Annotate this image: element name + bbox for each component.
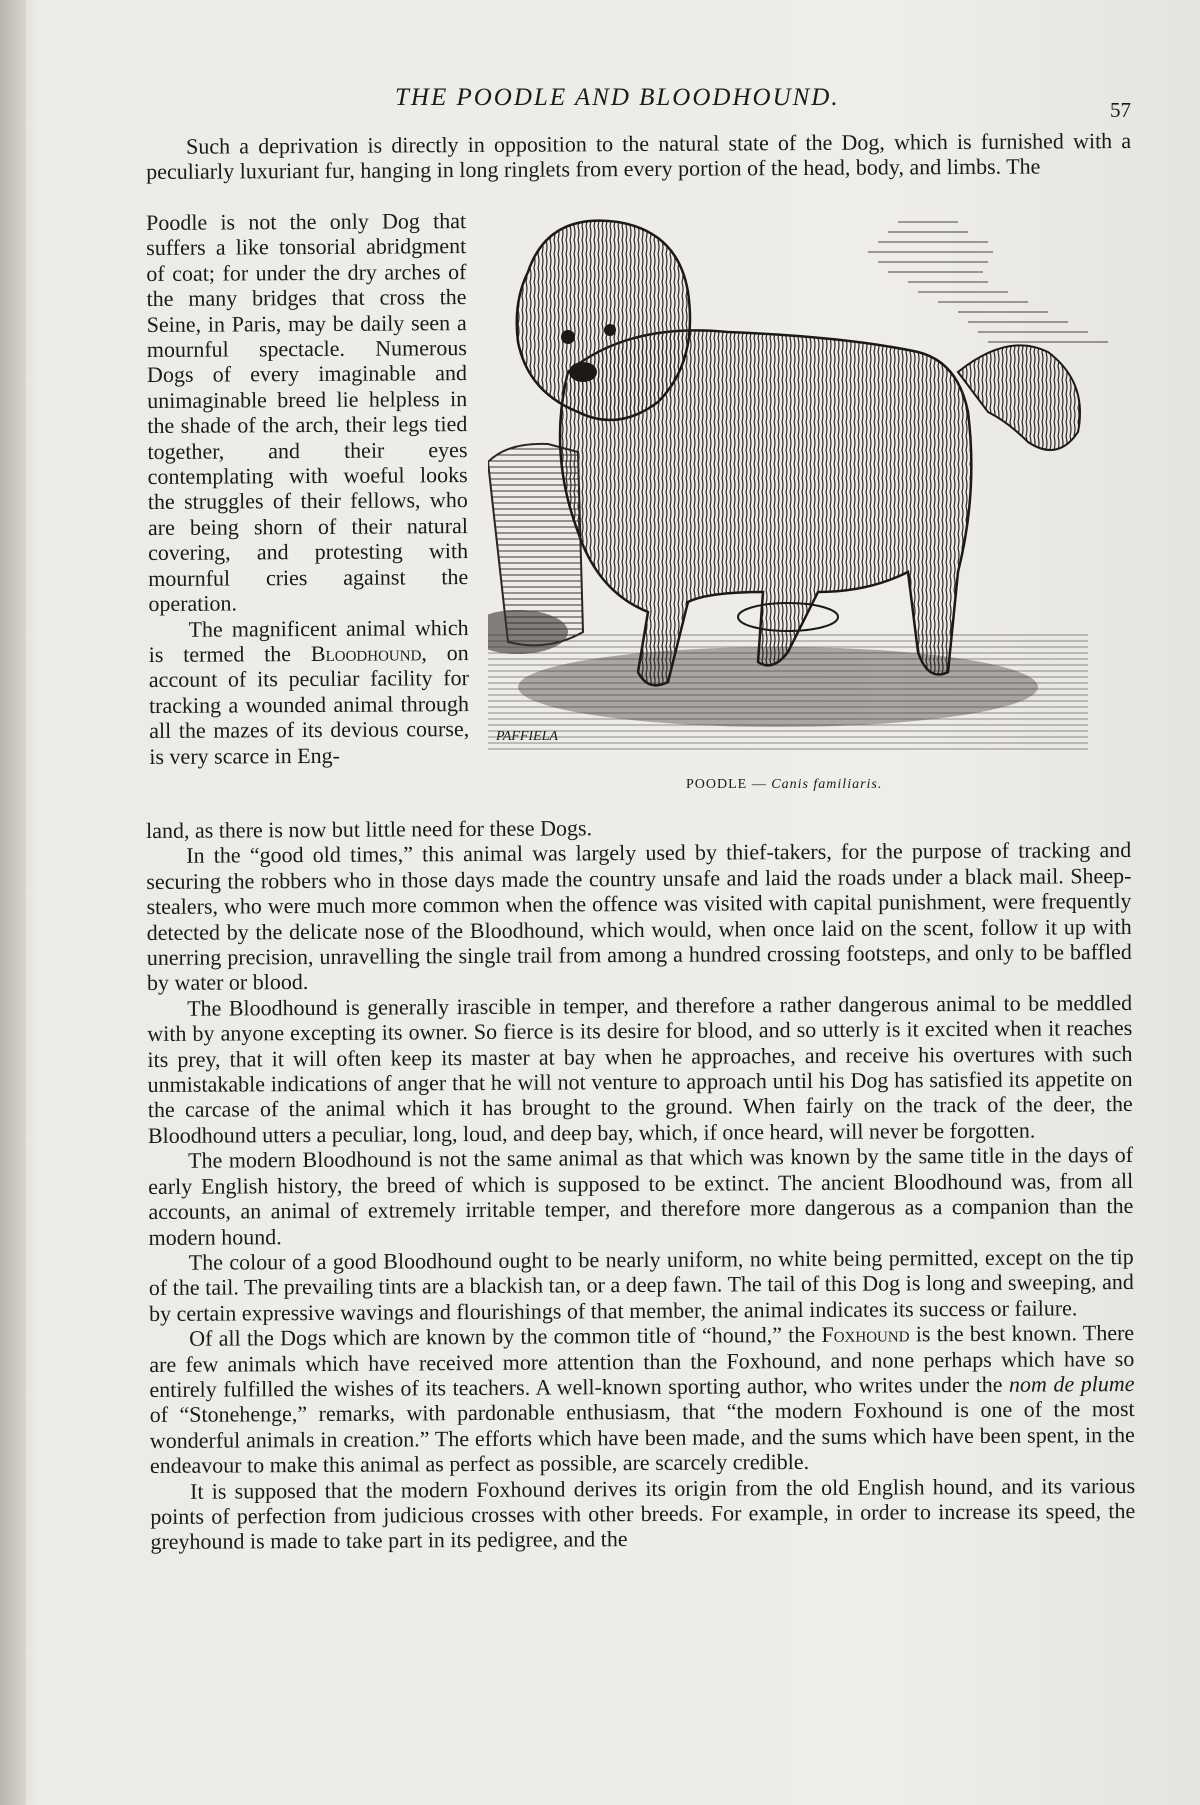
body-text-top <box>146 128 1131 185</box>
poodle-tail <box>958 345 1080 450</box>
bloodhound-term: Bloodhound <box>310 640 422 666</box>
page-number: 57 <box>1110 98 1131 122</box>
page-gutter <box>0 0 26 1805</box>
paragraph-5: The modern Bloodhound is not the same animal as that which was known by the same title in the days of early English history, the breed of which is supposed to be extinct. The ancient Bloodhound was, from all accounts, an animal of extremely irritable temper, and therefore more dangerous as a companion than the modern hound. <box>148 1142 1134 1250</box>
caption-separator: — <box>747 777 767 792</box>
caption-main: POODLE <box>686 777 748 792</box>
nom-de-plume: nom de plume <box>1008 1370 1135 1397</box>
paragraph-7-a: Of all the Dogs which are known by the common title of “hound,” the <box>189 1322 822 1351</box>
body-text-column <box>146 208 469 769</box>
paragraph-2-end: land, as there is now but little need for these Dogs. <box>146 815 593 843</box>
body-text-bottom <box>146 812 1135 1555</box>
paragraph-1-column: Poodle is not the only Dog that suffers a like tonsorial abridgment of coat; for under the dry arches of the many bridges that cross the Seine, in Paris, may be daily seen a mournful spectacle. Numerous Dogs of every imaginable and unimaginable breed lie helpless in the shade of the arch, their legs tied together, and their eyes contemplating with woeful looks the struggles of their fellows, who are being shorn of their natural covering, and protesting with mournful cries against the operation. <box>146 208 469 617</box>
poodle-illustration <box>488 212 1132 794</box>
figure-caption <box>686 777 882 793</box>
poodle-eye-right <box>604 324 616 336</box>
engraver-signature: PAFFIELA <box>496 729 558 744</box>
foxhound-term: Foxhound <box>821 1321 910 1348</box>
running-head: THE POODLE AND BLOODHOUND. <box>395 84 840 111</box>
paragraph-4: The Bloodhound is generally irascible in temper, and therefore a rather dangerous animal to be meddled with by anyone excepting its owner. So fierce is its desire for blood, and so utterly is it excited when it reaches its prey, that it will often keep its master at bay when he approaches, and receive his overtures with such unmistakable indications of anger that he will not venture to approach until his Dog has satisfied its appetite on the carcase of the animal which it has brought to the ground. When fairly on the track of the deer, the Bloodhound utters a peculiar, long, loud, and deep bay, which, if once heard, will never be forgotten. <box>147 989 1133 1148</box>
paragraph-7 <box>149 1320 1135 1478</box>
poodle-engraving <box>488 212 1132 772</box>
poodle-nose <box>569 362 597 382</box>
poodle-head <box>517 221 690 420</box>
paragraph-3: In the “good old times,” this animal was largely used by thief-takers, for the purpose of tracking and securing the robbers who in those days made the country unsafe and laid the roads under a black mail. Sheep-stealers, who were much more common when the offence was visited with capital punishment, were frequently detected by the delicate nose of the Bloodhound, which would, when once laid on the scent, follow it up with unerring precision, unravelling the single trail from among a hundred crossing footsteps, and only to be baffled by water or blood. <box>146 837 1132 996</box>
paragraph-2 <box>148 615 469 769</box>
paragraph-6: The colour of a good Bloodhound ought to be nearly uniform, no white being permitted, except on the tip of the tail. The prevailing tints are a blackish tan, or a deep fawn. The tail of this Dog is long and sweeping, and by certain expressive wavings and flourishings of that member, the animal indicates its success or failure. <box>148 1243 1134 1326</box>
paragraph-8: It is supposed that the modern Foxhound derives its origin from the old English hound, and its various points of perfection from judicious crosses with other breeds. For example, in order to increase its speed, the greyhound is made to take part in its pedigree, and the <box>150 1472 1136 1555</box>
paragraph-7-c: of “Stonehenge,” remarks, with pardonable enthusiasm, that “the modern Foxhound is one of the most wonderful animals in creation.” The efforts which have been made, and the sums which have been spent, in the endeavour to make this animal as perfect as possible, are scarcely credible. <box>149 1396 1135 1479</box>
paragraph-1-top: Such a deprivation is directly in opposition to the natural state of the Dog, which is furnished with a peculiarly luxuriant fur, hanging in long ringlets from every portion of the head, body, and limbs. The <box>146 127 1132 185</box>
paragraph-2-start: The magnificent animal which is termed the <box>148 614 469 667</box>
paragraph-7-b: is the best known. There are few animals which have received more attention than the Foxhound, and none perhaps which have so entirely fulfilled the wishes of its teachers. A well-known sporting author, who writes under the <box>149 1320 1135 1402</box>
poodle-eye-left <box>561 330 575 344</box>
caption-latin: Canis familiaris. <box>771 777 883 792</box>
paragraph-2-rest: , on account of its peculiar facility for tracking a wounded animal through all the mazes of its devious course, is very scarce in Eng- <box>148 639 470 769</box>
